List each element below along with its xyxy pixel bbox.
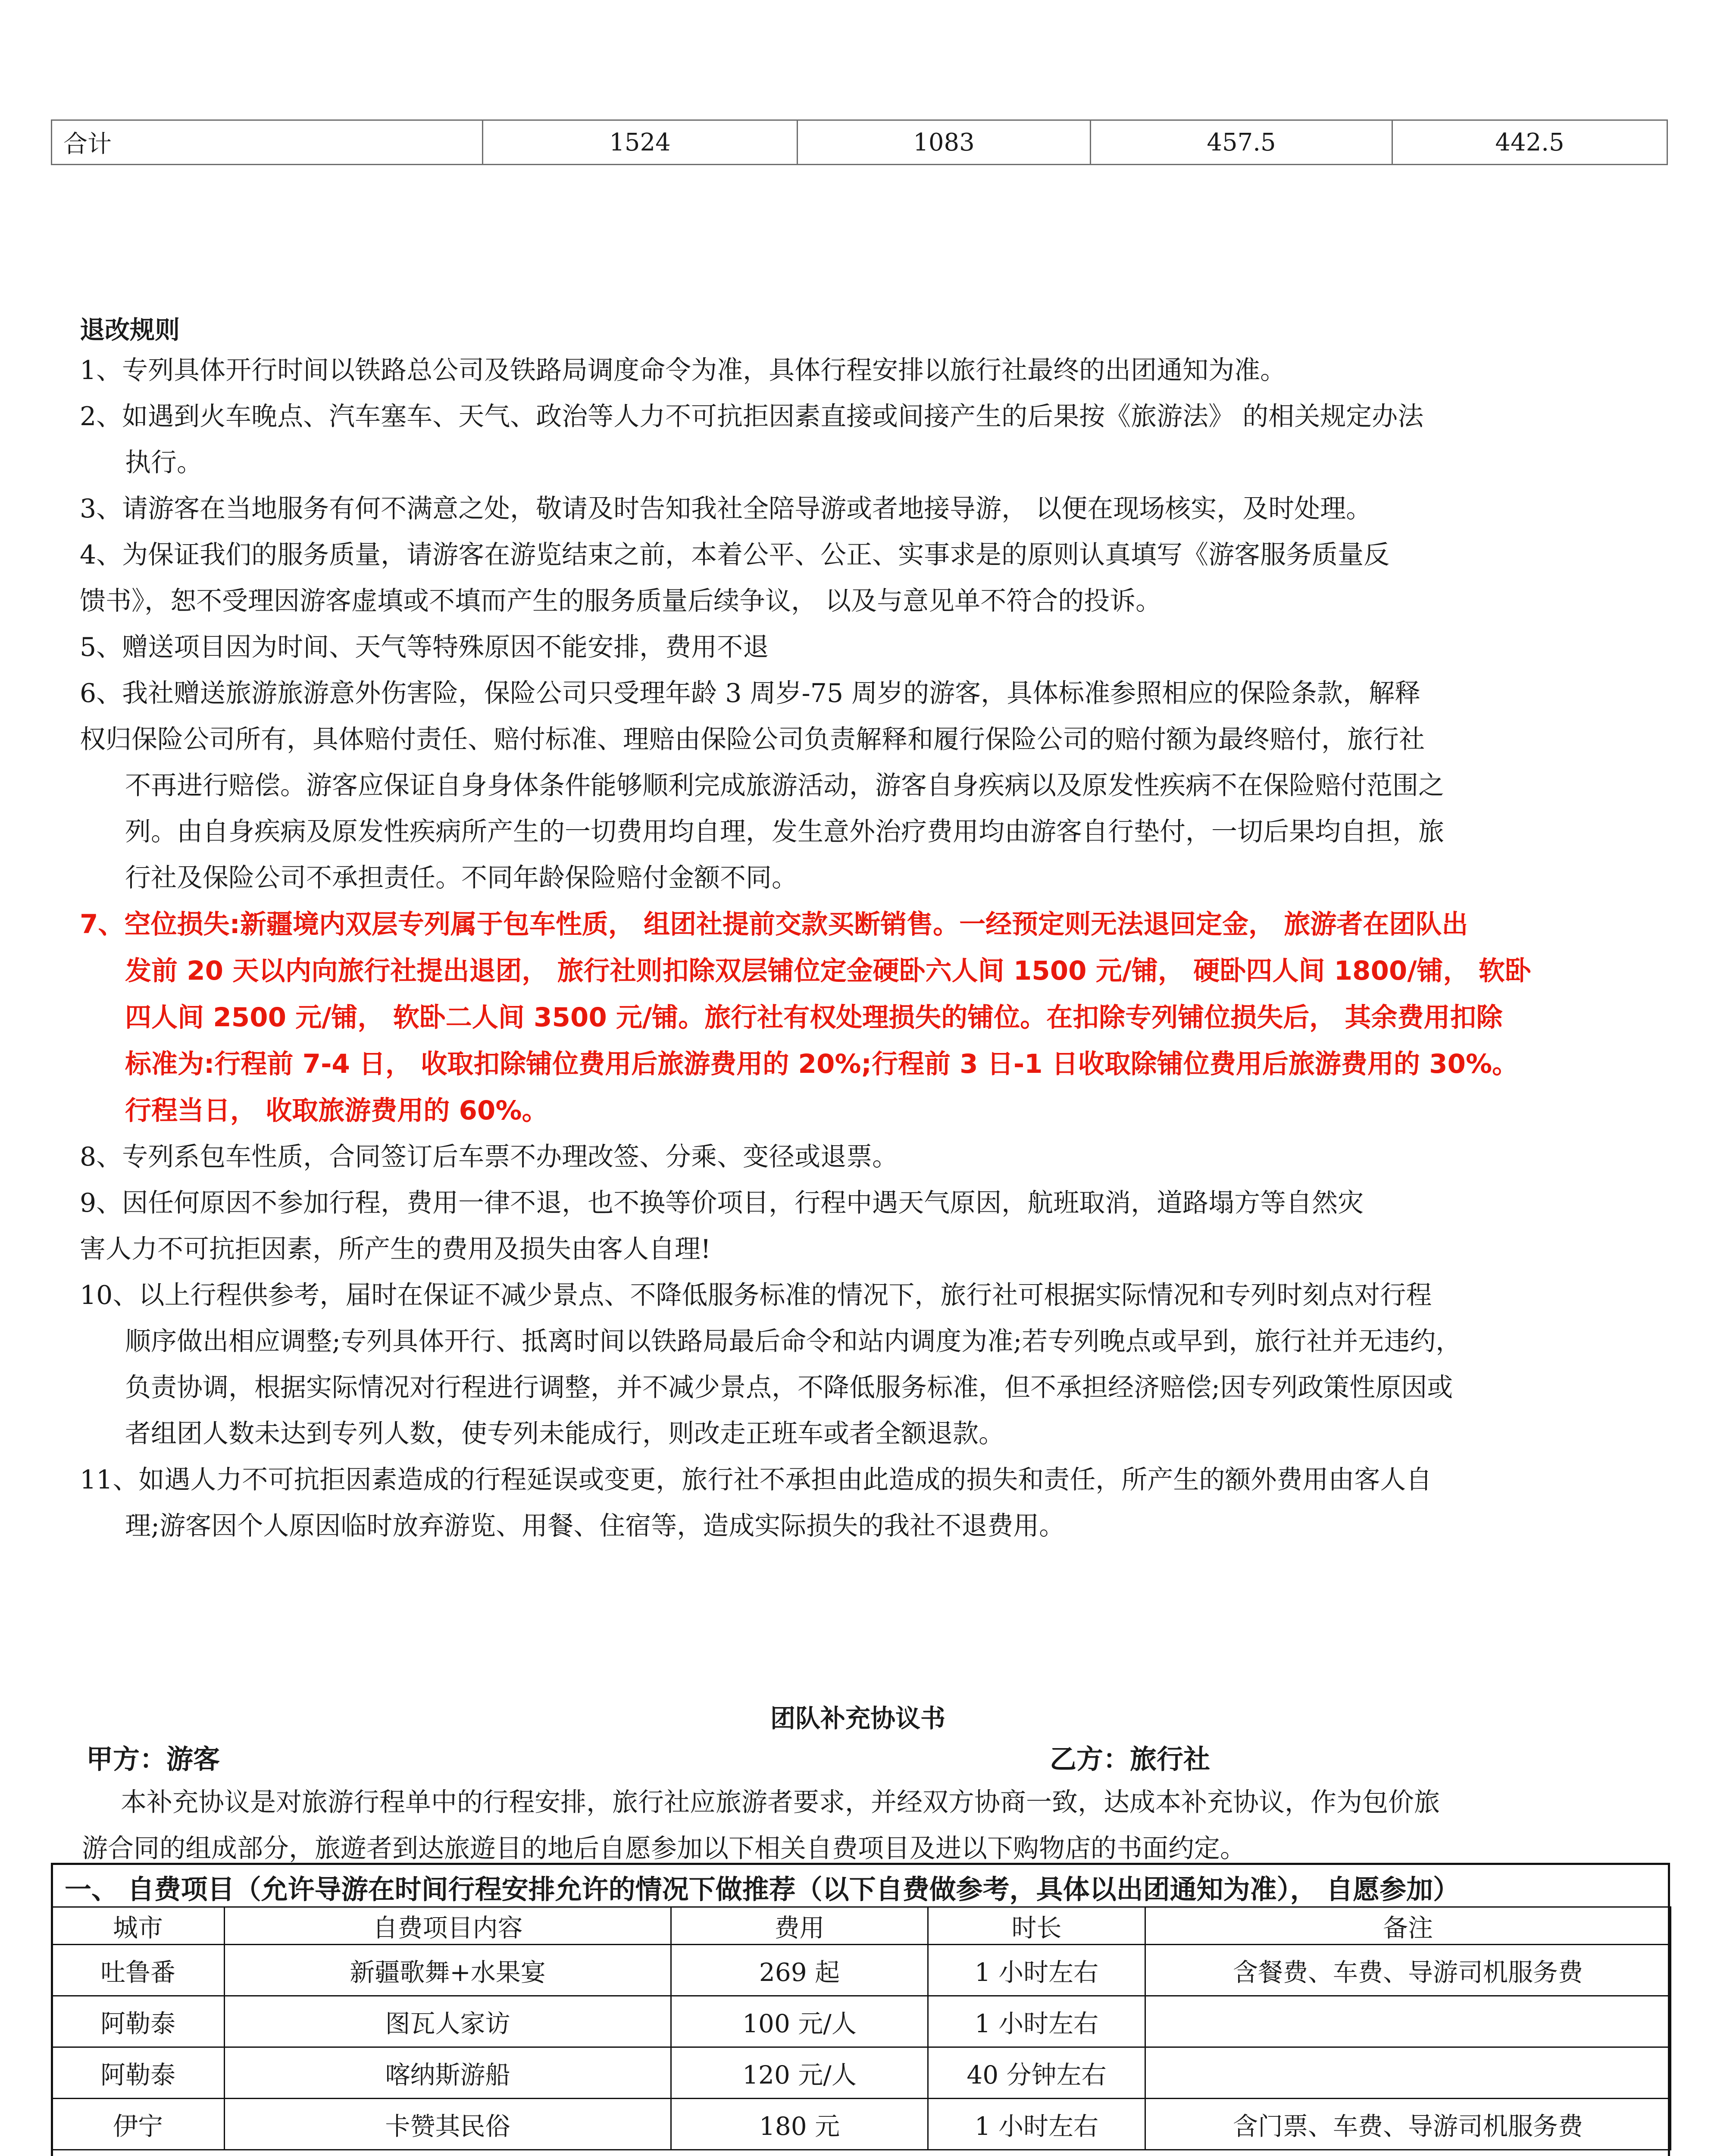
table-cell: 100 元/人 bbox=[671, 1996, 928, 2047]
rule-item-highlight bbox=[80, 901, 1531, 1134]
rule-line: 9、因任何原因不参加行程，费用一律不退，也不换等价项目，行程中遇天气原因，航班取消，道路塌方等自然灾 bbox=[80, 1188, 1364, 1218]
rule-item bbox=[80, 1180, 1364, 1272]
rule-line: 4、为保证我们的服务质量，请游客在游览结束之前，本着公平、公正、实事求是的原则认真填写《游客服务质量反 bbox=[80, 540, 1390, 570]
totals-label-cell: 合计 bbox=[52, 120, 483, 165]
agreement-intro bbox=[82, 1780, 1668, 1872]
rule-line: 发前 20 天以内向旅行社提出退团， 旅行社则扣除双层铺位定金硬卧六人间 1500 元/铺， 硬卧四人间 1800/铺， 软卧 bbox=[125, 956, 1531, 986]
rule-item bbox=[80, 394, 1423, 486]
rule-line: 2、如遇到火车晚点、汽车塞车、天气、政治等人力不可抗拒因素直接或间接产生的后果按《旅游法》 的相关规定办法 bbox=[80, 401, 1424, 432]
rule-item bbox=[80, 1457, 1432, 1549]
table-row bbox=[52, 1996, 1671, 2047]
agreement-title: 团队补充协议书 bbox=[770, 1704, 945, 1733]
rule-line: 10、以上行程供参考，届时在保证不减少景点、不降低服务标准的情况下，旅行社可根据实际情况和专列时刻点对行程 bbox=[80, 1280, 1432, 1310]
table-cell: 含餐费、车费、导游司机服务费 bbox=[1145, 1945, 1671, 1996]
rule-line: 负责协调，根据实际情况对行程进行调整，并不减少景点，不降低服务标准，但不承担经济赔偿;因专列政策性原因或 bbox=[125, 1373, 1453, 1403]
rule-line: 3、请游客在当地服务有何不满意之处，敬请及时告知我社全陪导游或者地接导游， 以便在现场核实，及时处理。 bbox=[80, 494, 1372, 524]
table-cell: 120 元/人 bbox=[671, 2047, 928, 2099]
rule-item bbox=[80, 486, 1372, 532]
rule-line: 四人间 2500 元/铺， 软卧二人间 3500 元/铺。旅行社有权处理损失的铺位。在扣除专列铺位损失后， 其余费用扣除 bbox=[125, 1002, 1503, 1033]
self-pay-table bbox=[51, 1906, 1671, 2150]
rule-line: 6、我社赠送旅游旅游意外伤害险，保险公司只受理年龄 3 周岁-75 周岁的游客，具体标准参照相应的保险条款，解释 bbox=[80, 678, 1421, 708]
rule-line: 1、专列具体开行时间以铁路总公司及铁路局调度命令为准，具体行程安排以旅行社最终的出团通知为准。 bbox=[80, 355, 1286, 385]
rule-line: 馈书》，恕不受理因游客虚填或不填而产生的服务质量后续争议， 以及与意见单不符合的投诉。 bbox=[80, 586, 1162, 616]
totals-cell: 457.5 bbox=[1091, 120, 1392, 165]
self-pay-section-heading: 一、 自费项目（允许导游在时间行程安排允许的情况下做推荐（以下自费做参考，具体以出团通知为准）， 自愿参加） bbox=[65, 1874, 1460, 1905]
intro-line: 本补充协议是对旅游行程单中的行程安排，旅行社应旅游者要求，并经双方协商一致，达成本补充协议，作为包价旅 bbox=[121, 1787, 1440, 1818]
table-cell: 40 分钟左右 bbox=[928, 2047, 1145, 2099]
rule-line: 11、如遇人力不可抗拒因素造成的行程延误或变更，旅行社不承担由此造成的损失和责任，所产生的额外费用由客人自 bbox=[80, 1465, 1432, 1495]
totals-cell: 1524 bbox=[483, 120, 798, 165]
table-cell bbox=[1145, 1996, 1671, 2047]
table-row bbox=[52, 2047, 1671, 2099]
column-header: 费用 bbox=[671, 1907, 928, 1945]
rule-line: 理;游客因个人原因临时放弃游览、用餐、住宿等，造成实际损失的我社不退费用。 bbox=[125, 1511, 1065, 1541]
table-cell bbox=[1145, 2047, 1671, 2099]
rule-line: 顺序做出相应调整;专列具体开行、抵离时间以铁路局最后命令和站内调度为准;若专列晚点或早到，旅行社并无违约， bbox=[125, 1326, 1462, 1357]
column-header: 自费项目内容 bbox=[225, 1907, 671, 1945]
table-cell: 吐鲁番 bbox=[52, 1945, 225, 1996]
rule-item bbox=[80, 671, 1444, 901]
rule-line: 5、赠送项目因为时间、天气等特殊原因不能安排，费用不退 bbox=[80, 632, 769, 662]
table-row bbox=[52, 2099, 1671, 2150]
rule-item bbox=[80, 1134, 898, 1180]
totals-table bbox=[51, 119, 1668, 165]
totals-cell: 1083 bbox=[798, 120, 1091, 165]
rule-line: 不再进行赔偿。游客应保证自身身体条件能够顺利完成旅游活动，游客自身疾病以及原发性疾病不在保险赔付范围之 bbox=[125, 771, 1444, 801]
rule-item bbox=[80, 1272, 1461, 1457]
intro-line: 游合同的组成部分，旅遊者到达旅遊目的地后自愿参加以下相关自费项目及进以下购物店的书面约定。 bbox=[82, 1833, 1246, 1864]
table-row bbox=[52, 1945, 1671, 1996]
table-row bbox=[52, 120, 1667, 165]
rule-line: 行程当日， 收取旅游费用的 60%。 bbox=[125, 1095, 548, 1126]
table-header-row bbox=[52, 1907, 1671, 1945]
totals-cell: 442.5 bbox=[1392, 120, 1667, 165]
table-cell: 阿勒泰 bbox=[52, 2047, 225, 2099]
rule-line: 害人力不可抗拒因素，所产生的费用及损失由客人自理! bbox=[80, 1234, 711, 1264]
column-header: 时长 bbox=[928, 1907, 1145, 1945]
rule-line: 权归保险公司所有，具体赔付责任、赔付标准、理赔由保险公司负责解释和履行保险公司的赔付额为最终赔付，旅行社 bbox=[80, 724, 1425, 755]
rule-item bbox=[80, 348, 1286, 394]
table-cell: 1 小时左右 bbox=[928, 2099, 1145, 2150]
table-cell: 1 小时左右 bbox=[928, 1945, 1145, 1996]
rule-line: 执行。 bbox=[125, 448, 203, 478]
table-cell: 新疆歌舞+水果宴 bbox=[225, 1945, 671, 1996]
table-cell: 卡赞其民俗 bbox=[225, 2099, 671, 2150]
table-cell: 阿勒泰 bbox=[52, 1996, 225, 2047]
rule-line: 者组团人数未达到专列人数，使专列未能成行，则改走正班车或者全额退款。 bbox=[125, 1419, 1004, 1449]
table-cell: 伊宁 bbox=[52, 2099, 225, 2150]
column-header: 备注 bbox=[1145, 1907, 1671, 1945]
rule-line: 7、空位损失:新疆境内双层专列属于包车性质， 组团社提前交款买断销售。一经预定则无法退回定金， 旅游者在团队出 bbox=[80, 909, 1468, 940]
table-cell: 1 小时左右 bbox=[928, 1996, 1145, 2047]
party-a: 甲方：游客 bbox=[86, 1743, 220, 1775]
rule-line: 列。由自身疾病及原发性疾病所产生的一切费用均自理，发生意外治疗费用均由游客自行垫付，一切后果均自担，旅 bbox=[125, 817, 1444, 847]
column-header: 城市 bbox=[52, 1907, 225, 1945]
rule-line: 8、专列系包车性质，合同签订后车票不办理改签、分乘、变径或退票。 bbox=[80, 1142, 898, 1172]
rule-line: 行社及保险公司不承担责任。不同年龄保险赔付金额不同。 bbox=[125, 863, 798, 893]
table-cell: 含门票、车费、导游司机服务费 bbox=[1145, 2099, 1671, 2150]
table-cell: 喀纳斯游船 bbox=[225, 2047, 671, 2099]
rule-item bbox=[80, 624, 769, 671]
table-cell: 269 起 bbox=[671, 1945, 928, 1996]
rule-line: 标准为:行程前 7-4 日， 收取扣除铺位费用后旅游费用的 20%;行程前 3 日-1 日收取除铺位费用后旅游费用的 30%。 bbox=[125, 1049, 1519, 1079]
rule-item bbox=[80, 532, 1389, 624]
table-cell: 图瓦人家访 bbox=[225, 1996, 671, 2047]
table-cell: 180 元 bbox=[671, 2099, 928, 2150]
rules-title: 退改规则 bbox=[80, 315, 180, 345]
party-b: 乙方：旅行社 bbox=[1050, 1743, 1211, 1775]
